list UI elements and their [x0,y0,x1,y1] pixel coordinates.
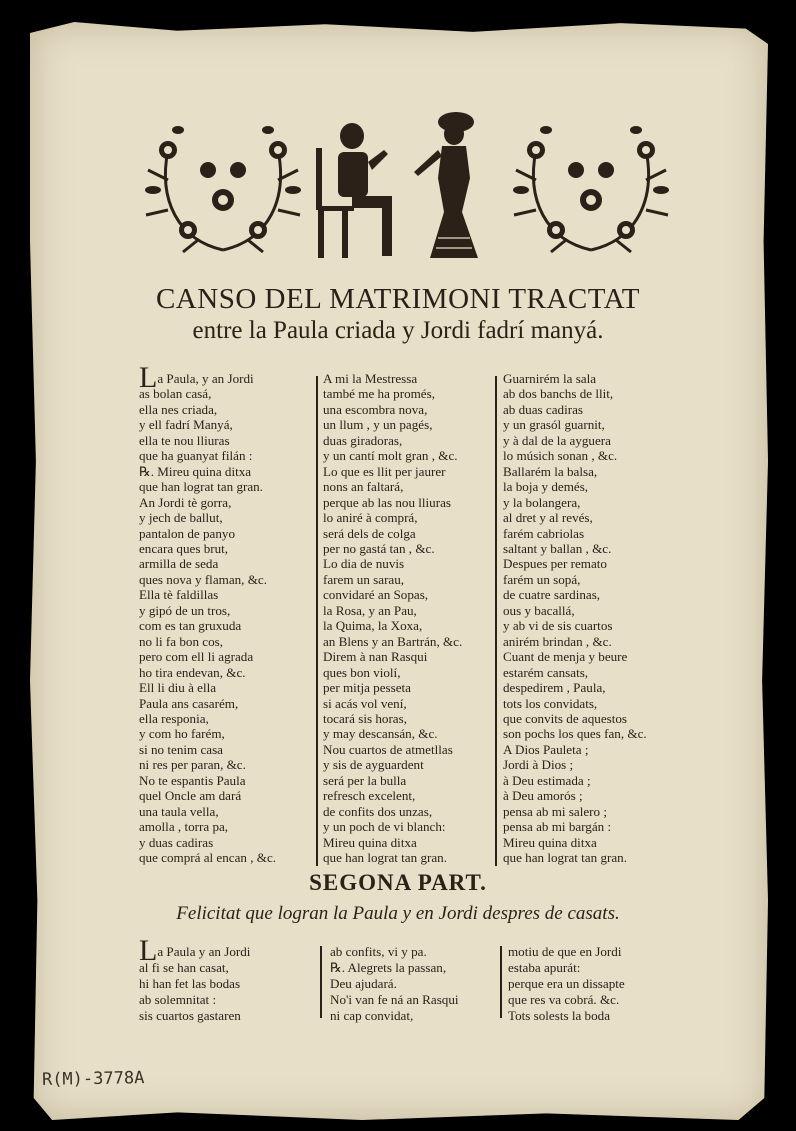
verse-column-3 [508,944,625,1024]
verse-line: Direm à nan Rasqui [323,649,428,665]
verse-line: per mitja pesseta [323,680,411,696]
verse-line: a Paula, y an Jordi [157,371,254,386]
verse-line: y un poch de vi blanch: [323,819,446,835]
verse-line: Deu ajudará. [330,976,397,992]
verse-line: ques bon violí, [323,664,401,680]
verse-line: ques nova y flaman, &c. [139,571,267,587]
dropcap: L [139,934,158,967]
verse-line: que han lograt tan gran. [323,850,447,866]
verse-line: que comprá al encan , &c. [139,850,277,866]
verse-line: que han lograt tan gran. [503,850,627,866]
verse-line: y com ho farém, [139,726,225,742]
verse-line: no li fa bon cos, [139,633,224,649]
verse-line: as bolan casá, [139,386,212,402]
verse-line: al dret y al revés, [503,510,593,526]
verse-line: saltant y ballan , &c. [503,540,612,556]
verse-line: pantalon de panyo [139,525,235,541]
verse-line: estarém cansats, [503,664,589,680]
verse-line: convidaré an Sopas, [323,587,429,603]
verse-line: armilla de seda [139,556,219,572]
verse-line: farém un sopá, [503,571,581,587]
verse-line: será dels de colga [323,525,416,541]
verse-line: una escombra nova, [323,401,428,417]
verse-line: Lo que es llit per jaurer [323,463,446,479]
verse-line: An Jordi tè gorra, [139,494,232,510]
verse-line: una taula vella, [139,803,219,819]
column-divider [320,946,322,1018]
verse-line: per no gastá tan , &c. [323,540,435,556]
verse-line: Ella tè faldillas [139,587,219,603]
verse-line: un llum , y un pagés, [323,417,433,433]
verse-line: ella responia, [139,710,209,726]
verse-line: pero com ell li agrada [139,649,254,665]
verse-line: Paula ans casarém, [139,695,239,711]
verse-line: ab solemnitat : [139,992,217,1008]
verse-line: despedirem , Paula, [503,680,606,696]
verse-line: ab dos banchs de llit, [503,386,614,402]
verse-line: y un grasól guarnit, [503,417,605,433]
verse-line: si acás vol vení, [323,695,407,711]
verse-line: Guarnirém la sala [503,371,597,386]
verse-line: ab duas cadiras [503,401,583,417]
verse-line: y may descansán, &c. [323,726,438,742]
verse-line: ous y bacallá, [503,602,575,618]
verse-line: ella te nou lliuras [139,432,230,448]
verse-column-1 [139,361,277,866]
verse-line: la Quima, la Xoxa, [323,618,423,634]
verse-line: Tots solests la boda [508,1008,611,1024]
verse-line: si no tenim casa [139,741,223,757]
verse-line: No te espantis Paula [139,772,246,788]
verse-line: que ha guanyat filán : [139,448,253,464]
verse-line: y ab vi de sis cuartos [503,618,613,634]
verse-line: duas giradoras, [323,432,403,448]
verse-line: y sis de ayguardent [323,757,424,773]
verse-line: que convits de aquestos [503,710,628,726]
verse-line: Despues per remato [503,556,607,572]
verse-line: Mireu quina ditxa [323,834,417,850]
verse-line: que han lograt tan gran. [139,479,263,495]
verse-line: a Paula y an Jordi [157,944,251,959]
verse-line: A mi la Mestressa [323,371,418,386]
verse-line: y à dal de la ayguera [503,432,611,448]
verse-line: també me ha promés, [323,386,435,402]
verse-column-1 [139,934,251,1024]
verse-line: Cuant de menja y beure [503,649,628,665]
verse-line: nons an faltará, [323,479,404,495]
verse-line: amolla , torra pa, [139,819,229,835]
verse-line: perque ab las nou lliuras [323,494,451,510]
verse-line: ℞. Alegrets la passan, [330,960,447,976]
verse-line: ab confits, vi y pa. [330,944,427,959]
standing-woman-woodcut-icon [408,108,498,260]
verse-line: y jech de ballut, [139,510,223,526]
verse-line: pensa ab mi salero ; [503,803,607,819]
verse-line: Mireu quina ditxa [503,834,597,850]
dropcap: L [139,361,158,394]
verse-line: y gipó de un tros, [139,602,231,618]
verse-line: de confits dos unzas, [323,803,433,819]
verse-line: pensa ab mi bargán : [503,819,612,835]
verse-line: com es tan gruxuda [139,618,242,634]
verse-line: lo aniré à comprá, [323,510,418,526]
archive-stamp: R(M)-3778A [41,1068,145,1090]
verse-line: ni cap convidat, [330,1008,414,1024]
verse-line: motiu de que en Jordi [508,944,622,959]
verse-line: que res va cobrá. &c. [508,992,620,1008]
verse-line: será per la bulla [323,772,407,788]
seated-man-woodcut-icon [312,118,412,260]
verse-line: estaba apurát: [508,960,581,976]
verse-line: ℞. Mireu quina ditxa [139,463,252,479]
verse-line: farém cabriolas [503,525,585,541]
verse-line: No'i van fe ná an Rasqui [330,992,459,1008]
verse-line: Ell li diu à ella [139,680,217,696]
verse-line: quel Oncle am dará [139,788,242,804]
verse-line: tocará sis horas, [323,710,407,726]
verse-line: y ell fadrí Manyá, [139,417,233,433]
verse-line: Ballarém la balsa, [503,463,598,479]
verse-line: refresch excelent, [323,788,416,804]
verse-line: la Rosa, y an Pau, [323,602,417,618]
verse-line: de cuatre sardinas, [503,587,601,603]
verse-line: y la bolangera, [503,494,581,510]
page-title: CANSO DEL MATRIMONI TRACTAT [155,283,641,315]
verse-line: à Deu estimada ; [503,772,591,788]
verse-column-2 [330,944,459,1024]
verse-line: hi han fet las bodas [139,976,241,992]
verse-line: al fi se han casat, [139,960,229,976]
verse-line: Jordi à Dios ; [503,757,574,773]
verse-line: encara ques brut, [139,540,229,556]
verse-line: y un cantí molt gran , &c. [323,448,458,464]
verse-line: sis cuartos gastaren [139,1008,241,1024]
section-heading: SEGONA PART. [309,870,487,895]
page-subtitle: entre la Paula criada y Jordi fadrí manyá. [192,317,604,344]
floral-wreath-left-icon [138,120,308,260]
section-subheading: Felicitat que logran la Paula y en Jordi despres de casats. [176,903,620,924]
floral-wreath-right-icon [506,120,676,260]
verse-line: ni res per paran, &c. [139,757,246,773]
column-divider [495,376,497,866]
verse-line: ella nes criada, [139,401,218,417]
verse-line: Nou cuartos de atmetllas [323,741,453,757]
verse-line: la boja y demés, [503,479,589,495]
verse-line: perque era un dissapte [508,976,625,992]
verse-line: ho tira endevan, &c. [139,664,246,680]
verse-column-2 [323,371,462,866]
verse-column-3 [503,371,647,866]
verse-line: Lo dia de nuvis [323,556,405,572]
verse-line: farem un sarau, [323,571,405,587]
verse-line: son pochs los ques fan, &c. [503,726,647,742]
verse-line: anirém brindan , &c. [503,633,612,649]
column-divider [316,376,318,866]
verse-line: an Blens y an Bartrán, &c. [323,633,463,649]
verse-line: y duas cadiras [139,834,214,850]
verse-line: A Dios Pauleta ; [503,741,589,757]
verse-line: à Deu amorós ; [503,788,583,804]
verse-line: tots los convidats, [503,695,598,711]
column-divider [500,946,502,1018]
verse-line: lo músich sonan , &c. [503,448,618,464]
